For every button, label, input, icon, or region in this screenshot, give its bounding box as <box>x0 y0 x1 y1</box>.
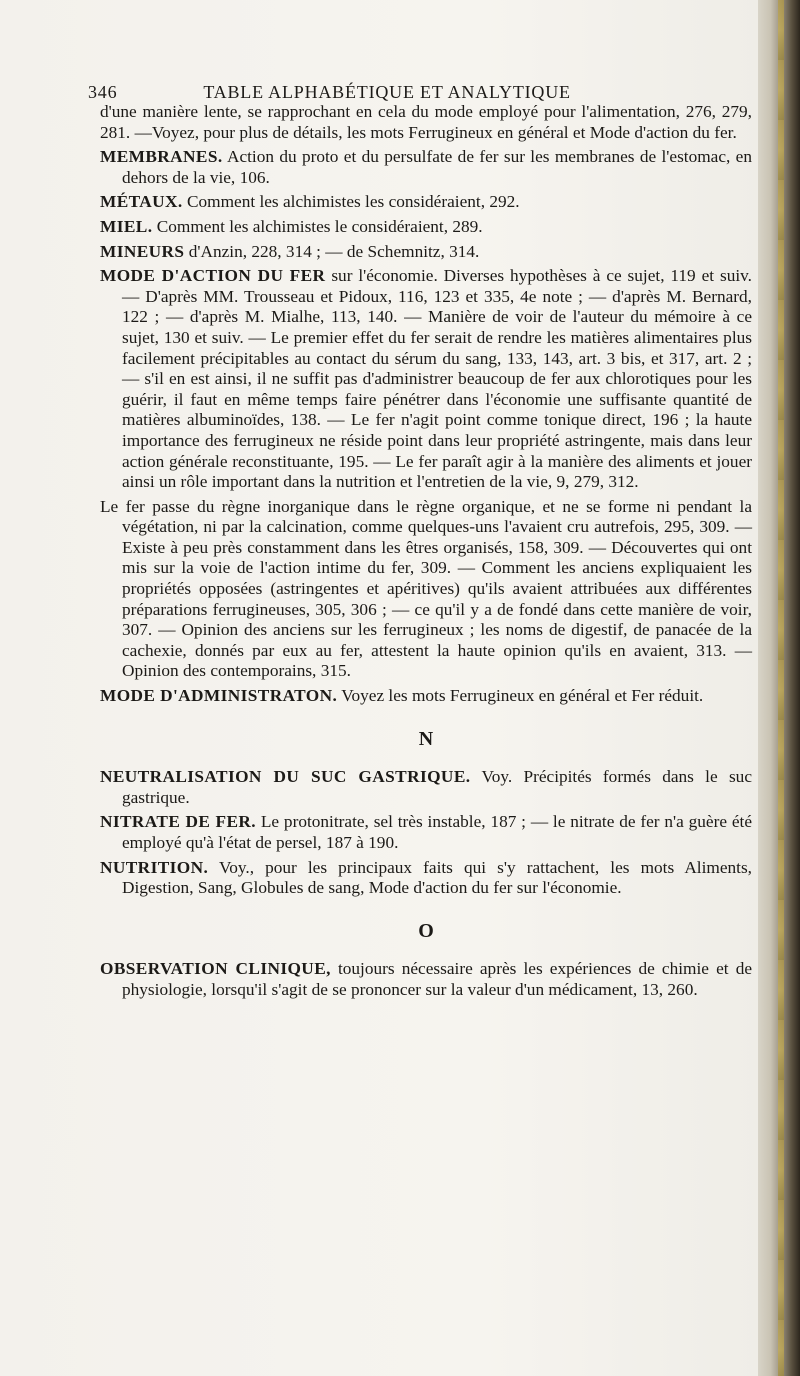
entry-head: NITRATE DE FER. <box>100 812 257 832</box>
entry-text: Voy. Précipités formés dans le suc gastrique. <box>122 767 752 807</box>
entry-text: d'Anzin, 228, 314 ; — de Schemnitz, 314. <box>184 241 480 261</box>
index-entry <box>100 147 752 188</box>
index-entry <box>100 266 752 493</box>
entry-text: Comment les alchimistes le considéraient, 289. <box>152 216 483 236</box>
entry-text: Comment les alchimistes les considéraient, 292. <box>182 192 520 212</box>
entry-text: Le fer passe du règne inorganique dans le règne organique, et ne se forme ni pendant la végétation, ni par la calcination, comme quelques-uns l'avaient cru autrefois, 295, 309. — Existe à peu près constamment dans les êtres organisés, 158, 309. — Découvertes qui ont mis sur la voie de l'action intime du fer, 309. — Comment les anciens expliquaient les propriétés opposées (astringentes et apéritives) qu'ils avaient attribuées aux différentes préparations ferrugineuses, 305, 306 ; — ce qu'il y a de fondé dans cette manière de voir, 307. — Opinion des anciens sur les ferrugineux ; les noms de digestif, de panacée de la cachexie, donnés par eux au fer, attestent la haute opinion qu'ils en avaient, 313. — Opinion des contemporains, 315. <box>100 496 752 681</box>
entry-text: Action du proto et du persulfate de fer sur les membranes de l'estomac, en dehors de la vie, 106. <box>122 147 752 187</box>
entry-text: toujours nécessaire après les expériences de chimie et de physiologie, lorsqu'il s'agit de se prononcer sur la valeur d'un médicament, 13, 260. <box>122 959 752 999</box>
running-title: TABLE ALPHABÉTIQUE ET ANALYTIQUE <box>203 82 571 102</box>
entry-head: OBSERVATION CLINIQUE, <box>100 959 331 979</box>
index-entry-continuation <box>100 497 752 682</box>
index-entry <box>100 242 752 263</box>
entry-head: MINEURS <box>100 241 185 261</box>
entry-head: MEMBRANES. <box>100 147 223 167</box>
page-header <box>88 82 688 103</box>
entry-head: MIEL. <box>100 216 153 236</box>
section-letter-o: O <box>418 919 434 942</box>
entry-text: sur l'économie. Diverses hypothèses à ce sujet, 119 et suiv. — D'après MM. Trousseau et Pidoux, 116, 123 et 335, 4e note ; — d'après M. Bernard, 122 ; — d'après M. Mialhe, 113, 140. — Manière de voir de l'auteur du mémoire à ce sujet, 130 et suiv. — Le premier effet du fer serait de rendre les matières alimentaires plus facilement précipitables au contact du sérum du sang, 133, 143, art. 3 bis, et 317, art. 2 ; — s'il en est ainsi, il ne suffit pas d'administrer beaucoup de fer aux chlorotiques pour les guérir, il faut en même temps faire pénétrer dans l'économie une suffisante quantité de matières albuminoïdes, 138. — Le fer n'agit point comme tonique direct, 196 ; la haute importance des ferrugineux ne réside point dans leur propriété astringente, mais dans leur action générale reconstituante, 195. — Le fer paraît agir à la manière des aliments et jouer ainsi un rôle important dans la nutrition et l'entretien de la vie, 9, 279, 312. <box>122 266 752 492</box>
index-entry <box>100 192 752 213</box>
gilt-edge-strip <box>778 0 784 1376</box>
index-entry <box>100 767 752 808</box>
index-entry <box>100 812 752 853</box>
index-entry <box>100 858 752 899</box>
section-letter-n: N <box>418 727 434 750</box>
index-entry <box>100 217 752 238</box>
page-number: 346 <box>88 82 118 102</box>
index-entries <box>100 102 752 1005</box>
entry-text: Voy., pour les principaux faits qui s'y rattachent, les mots Aliments, Digestion, Sang, Globules de sang, Mode d'action du fer sur l'économie. <box>122 857 752 898</box>
index-entry <box>100 102 752 143</box>
index-entry <box>100 959 752 1000</box>
entry-head: NEUTRALISATION DU SUC GASTRIQUE. <box>100 767 471 787</box>
entry-text: Le protonitrate, sel très instable, 187 ; — le nitrate de fer n'a guère été employé qu'à l'état de persel, 187 à 190. <box>122 812 752 852</box>
entry-head: MODE D'ACTION DU FER <box>100 266 326 286</box>
entry-text: Voyez les mots Ferrugineux en général et Fer réduit. <box>337 686 704 706</box>
entry-head: MÉTAUX. <box>100 192 183 212</box>
entry-text: d'une manière lente, se rapprochant en cela du mode employé pour l'alimentation, 276, 279, 281. —Voyez, pour plus de détails, les mots Ferrugineux en général et Mode d'action du fer. <box>100 102 752 142</box>
adjacent-page-edge <box>758 0 800 1376</box>
index-entry <box>100 686 752 707</box>
entry-head: NUTRITION. <box>100 857 209 877</box>
entry-head: MODE D'ADMINISTRATON. <box>100 686 338 706</box>
